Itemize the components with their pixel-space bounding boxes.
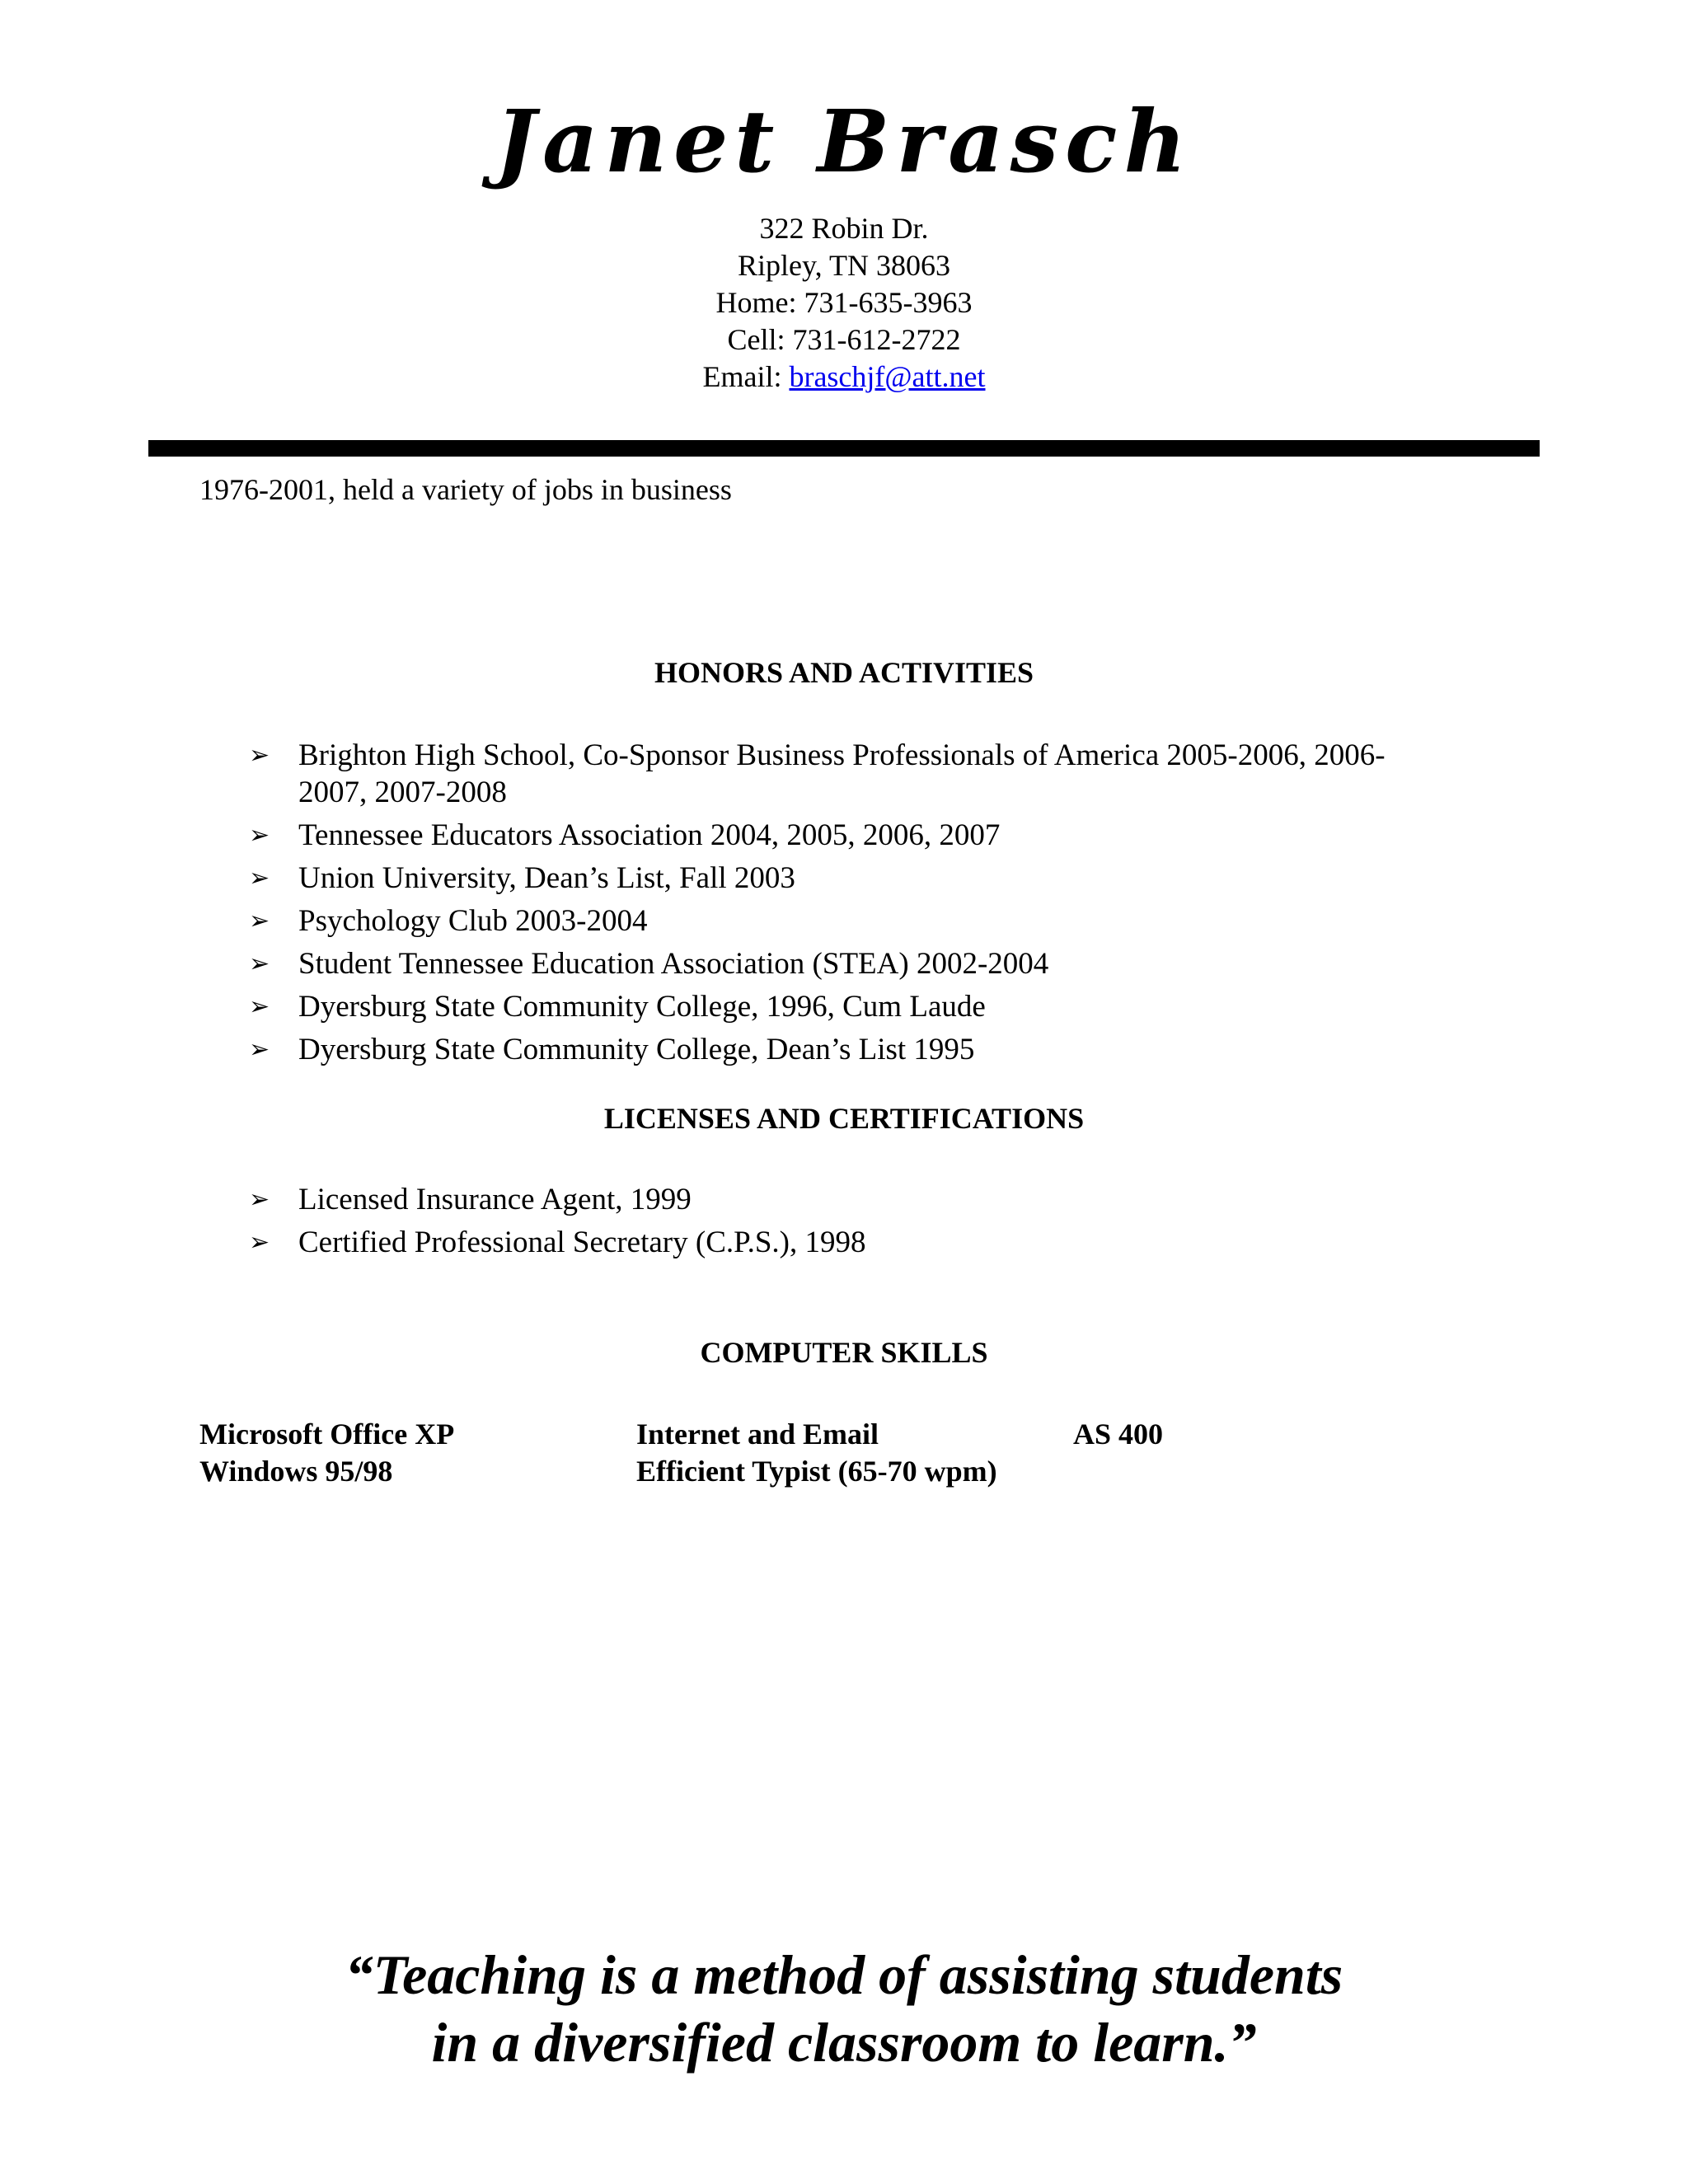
- home-phone: Home: 731-635-3963: [715, 286, 973, 319]
- arrowhead-bullet-icon: ➢: [249, 949, 270, 978]
- list-item: ➢ Certified Professional Secretary (C.P.S.), 1998: [249, 1226, 866, 1259]
- header-divider: [148, 440, 1540, 457]
- honors-list: [0, 737, 1436, 1074]
- address-line-2: Ripley, TN 38063: [738, 249, 950, 282]
- contact-block: [0, 210, 1688, 396]
- list-item: ➢ Union University, Dean’s List, Fall 2003: [249, 861, 795, 895]
- skill-item: Windows 95/98: [199, 1455, 393, 1488]
- arrowhead-bullet-icon: ➢: [249, 864, 270, 893]
- skill-item: AS 400: [1073, 1418, 1164, 1451]
- list-item: ➢ Student Tennessee Education Association (STEA) 2002-2004: [249, 947, 1049, 981]
- licenses-heading: LICENSES AND CERTIFICATIONS: [603, 1102, 1085, 1135]
- list-item: ➢ Brighton High School, Co-Sponsor Business Professionals of America 2005-2006, 2006-2007, 2007-2008: [249, 738, 1386, 809]
- email-link[interactable]: braschjf@att.net: [789, 360, 986, 393]
- skill-item: Microsoft Office XP: [199, 1418, 455, 1451]
- arrowhead-bullet-icon: ➢: [249, 907, 270, 935]
- quote-line-2: in a diversified classroom to learn.”: [431, 2011, 1257, 2074]
- list-item: ➢ Licensed Insurance Agent, 1999: [249, 1183, 692, 1216]
- cell-phone: Cell: 731-612-2722: [727, 323, 961, 356]
- skill-item: Efficient Typist (65-70 wpm): [636, 1455, 997, 1488]
- email-label: Email:: [702, 360, 790, 393]
- email-line: [0, 359, 1688, 396]
- skill-item: Internet and Email: [636, 1418, 879, 1451]
- list-item: ➢ Dyersburg State Community College, Dean’s List 1995: [249, 1033, 975, 1066]
- applicant-name: Janet Brasch: [495, 91, 1193, 192]
- arrowhead-bullet-icon: ➢: [249, 992, 270, 1021]
- work-summary: 1976-2001, held a variety of jobs in business: [199, 473, 732, 506]
- arrowhead-bullet-icon: ➢: [249, 821, 270, 850]
- teaching-quote: [0, 1941, 1688, 2076]
- list-item: ➢ Psychology Club 2003-2004: [249, 904, 648, 938]
- quote-line-1: “Teaching is a method of assisting students: [345, 1943, 1343, 2006]
- licenses-list: [0, 1181, 1436, 1267]
- address-line-1: 322 Robin Dr.: [759, 212, 929, 245]
- arrowhead-bullet-icon: ➢: [249, 1228, 270, 1257]
- arrowhead-bullet-icon: ➢: [249, 1185, 270, 1214]
- list-item: ➢ Tennessee Educators Association 2004, 2005, 2006, 2007: [249, 818, 1001, 852]
- arrowhead-bullet-icon: ➢: [249, 741, 270, 770]
- honors-heading: HONORS AND ACTIVITIES: [654, 656, 1034, 689]
- list-item: ➢ Dyersburg State Community College, 1996, Cum Laude: [249, 990, 986, 1024]
- arrowhead-bullet-icon: ➢: [249, 1035, 270, 1064]
- computer-skills-heading: COMPUTER SKILLS: [700, 1336, 988, 1369]
